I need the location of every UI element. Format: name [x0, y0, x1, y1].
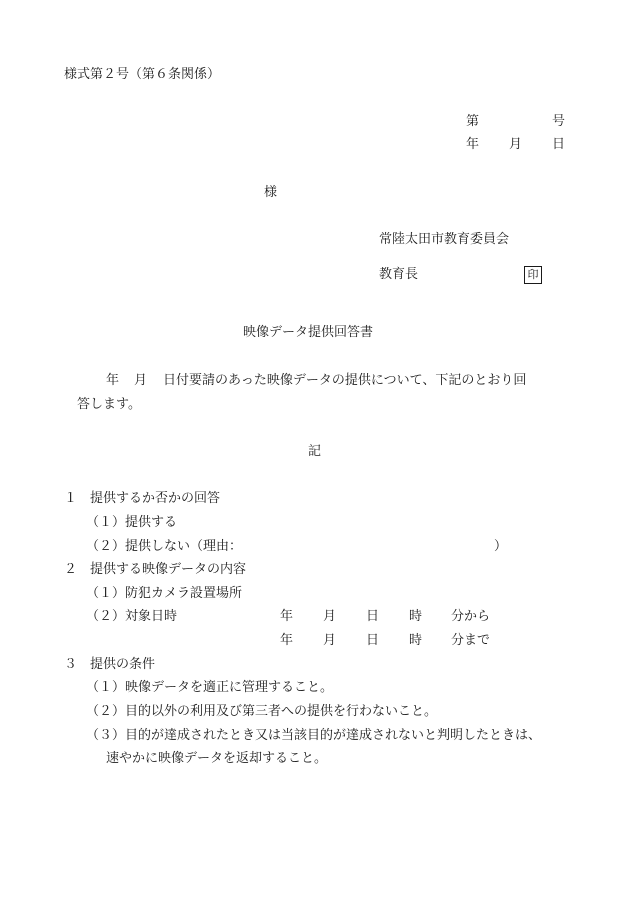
section-3-item-3: （３）目的が達成されたとき又は当該目的が達成されないと判明したときは、 [86, 728, 542, 743]
sender-title: 教育長 [379, 267, 419, 282]
body-text-line1: 日付要請のあった映像データの提供について、下記のとおり回 [163, 373, 527, 388]
section-1-heading: １ 提供するか否かの回答 [64, 491, 221, 506]
section-2-item-2: （２）対象日時 [86, 609, 178, 624]
ki-heading: 記 [308, 444, 322, 459]
body-year: 年 [106, 373, 120, 388]
section-1-item-2-close: ） [494, 539, 508, 554]
from-year: 年 [280, 609, 294, 624]
seal-mark: 印 [524, 266, 542, 284]
body-text-line2: 答します。 [77, 397, 141, 412]
date-month: 月 [509, 137, 523, 152]
section-3-item-3-cont: 速やかに映像データを返却すること。 [106, 751, 328, 766]
section-1-item-1: （１）提供する [86, 515, 178, 530]
to-minute: 分まで [451, 633, 491, 648]
section-2-heading: ２ 提供する映像データの内容 [64, 562, 247, 577]
addressee-suffix: 様 [264, 185, 278, 200]
section-3-item-1: （１）映像データを適正に管理すること。 [86, 680, 334, 695]
section-2-item-1: （１）防犯カメラ設置場所 [86, 586, 243, 601]
date-year: 年 [466, 137, 480, 152]
date-day: 日 [552, 137, 566, 152]
form-label: 様式第２号（第６条関係） [64, 67, 221, 82]
body-month: 月 [134, 373, 148, 388]
to-day: 日 [366, 633, 380, 648]
from-hour: 時 [409, 609, 423, 624]
sender-organization: 常陸太田市教育委員会 [379, 232, 510, 247]
doc-number-suffix: 号 [552, 114, 566, 129]
from-minute: 分から [451, 609, 491, 624]
document-title: 映像データ提供回答書 [243, 325, 374, 340]
to-year: 年 [280, 633, 294, 648]
section-1-item-2: （２）提供しない（理由： [86, 539, 243, 554]
section-3-heading: ３ 提供の条件 [64, 657, 156, 672]
from-month: 月 [323, 609, 337, 624]
from-day: 日 [366, 609, 380, 624]
doc-number-prefix: 第 [466, 114, 480, 129]
to-month: 月 [323, 633, 337, 648]
section-3-item-2: （２）目的以外の利用及び第三者への提供を行わないこと。 [86, 704, 438, 719]
to-hour: 時 [409, 633, 423, 648]
